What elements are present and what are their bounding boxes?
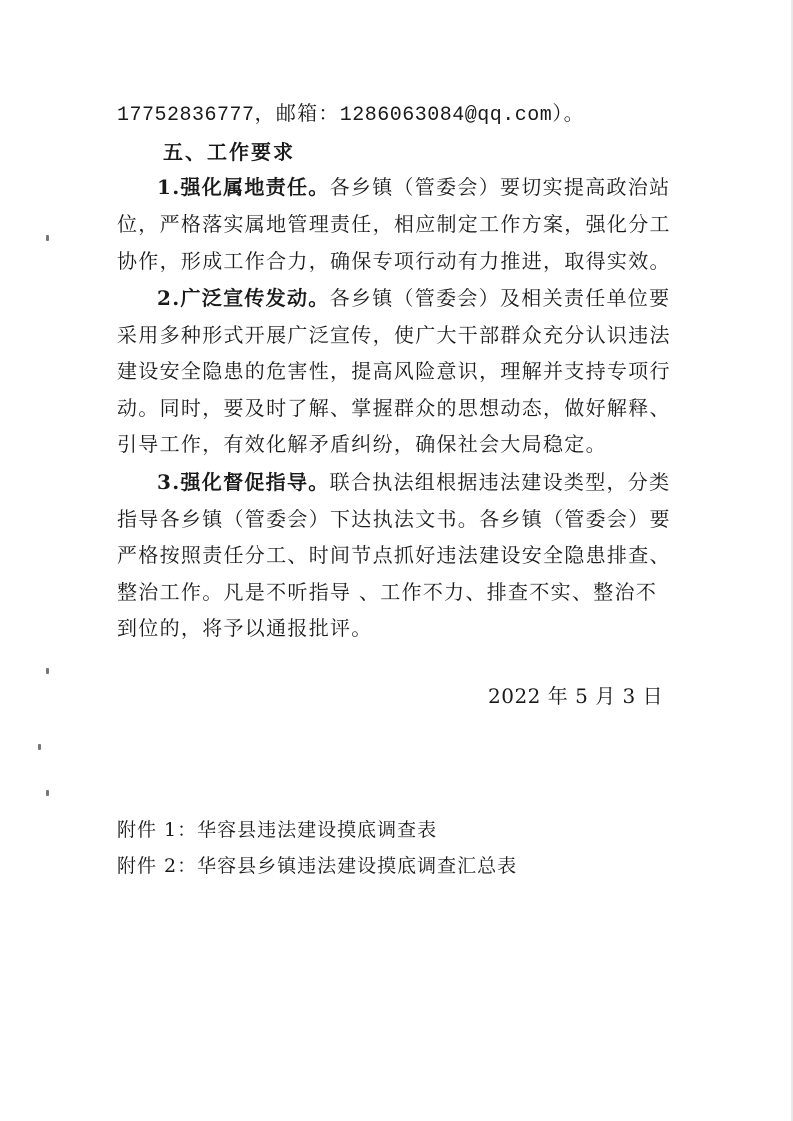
item-3-first-line [157, 470, 670, 494]
item-1-text: 各乡镇（管委会）要切实提高政治站 [329, 175, 671, 199]
attachment-1: 附件 1：华容县违法建设摸底调查表 [117, 819, 438, 841]
section-heading: 五、工作要求 [163, 140, 295, 164]
item-2-line: 引导工作，有效化解矛盾纠纷，确保社会大局稳定。 [117, 432, 607, 456]
item-3-line: 严格按照责任分工、时间节点抓好违法建设安全隐患排查、 [117, 543, 671, 567]
email-address: 1286063084@qq.com [339, 104, 553, 127]
item-2-line: 动。同时，要及时了解、掌握群众的思想动态，做好解释、 [117, 396, 671, 420]
scan-mark [38, 744, 41, 750]
item-3-line: 整治工作。凡是不听指导 、工作不力、排查不实、整治不 [117, 580, 658, 604]
item-2-line: 采用多种形式开展广泛宣传，使广大干部群众充分认识违法 [117, 323, 671, 347]
item-2-text: 各乡镇（管委会）及相关责任单位要 [329, 286, 671, 310]
item-1-line: 位，严格落实属地管理责任，相应制定工作方案，强化分工 [117, 212, 671, 236]
contact-line [117, 101, 585, 128]
item-2-first-line [157, 286, 670, 310]
email-label: ，邮箱： [254, 101, 340, 125]
document-date: 2022 年 5 月 3 日 [488, 684, 664, 708]
item-1-first-line [157, 175, 670, 199]
item-3-line: 到位的，将予以通报批评。 [117, 616, 373, 640]
item-1-line: 协作，形成工作合力，确保专项行动有力推进，取得实效。 [117, 249, 671, 273]
item-3-line: 指导各乡镇（管委会）下达执法文书。各乡镇（管委会）要 [117, 507, 671, 531]
item-3-title: 3.强化督促指导。 [157, 470, 330, 494]
item-2-title: 2.广泛宣传发动。 [157, 286, 330, 310]
attachment-2: 附件 2：华容县乡镇违法建设摸底调查汇总表 [117, 855, 518, 877]
scan-mark [46, 235, 49, 241]
item-1-title: 1.强化属地责任。 [157, 175, 330, 199]
item-3-text: 联合执法组根据违法建设类型，分类 [329, 470, 671, 494]
contact-closing: ）。 [552, 101, 585, 125]
scan-mark [46, 790, 49, 796]
item-2-line: 建设安全隐患的危害性，提高风险意识，理解并支持专项行 [117, 359, 671, 383]
phone-number: 17752836777 [117, 104, 255, 127]
scan-mark [46, 668, 49, 674]
